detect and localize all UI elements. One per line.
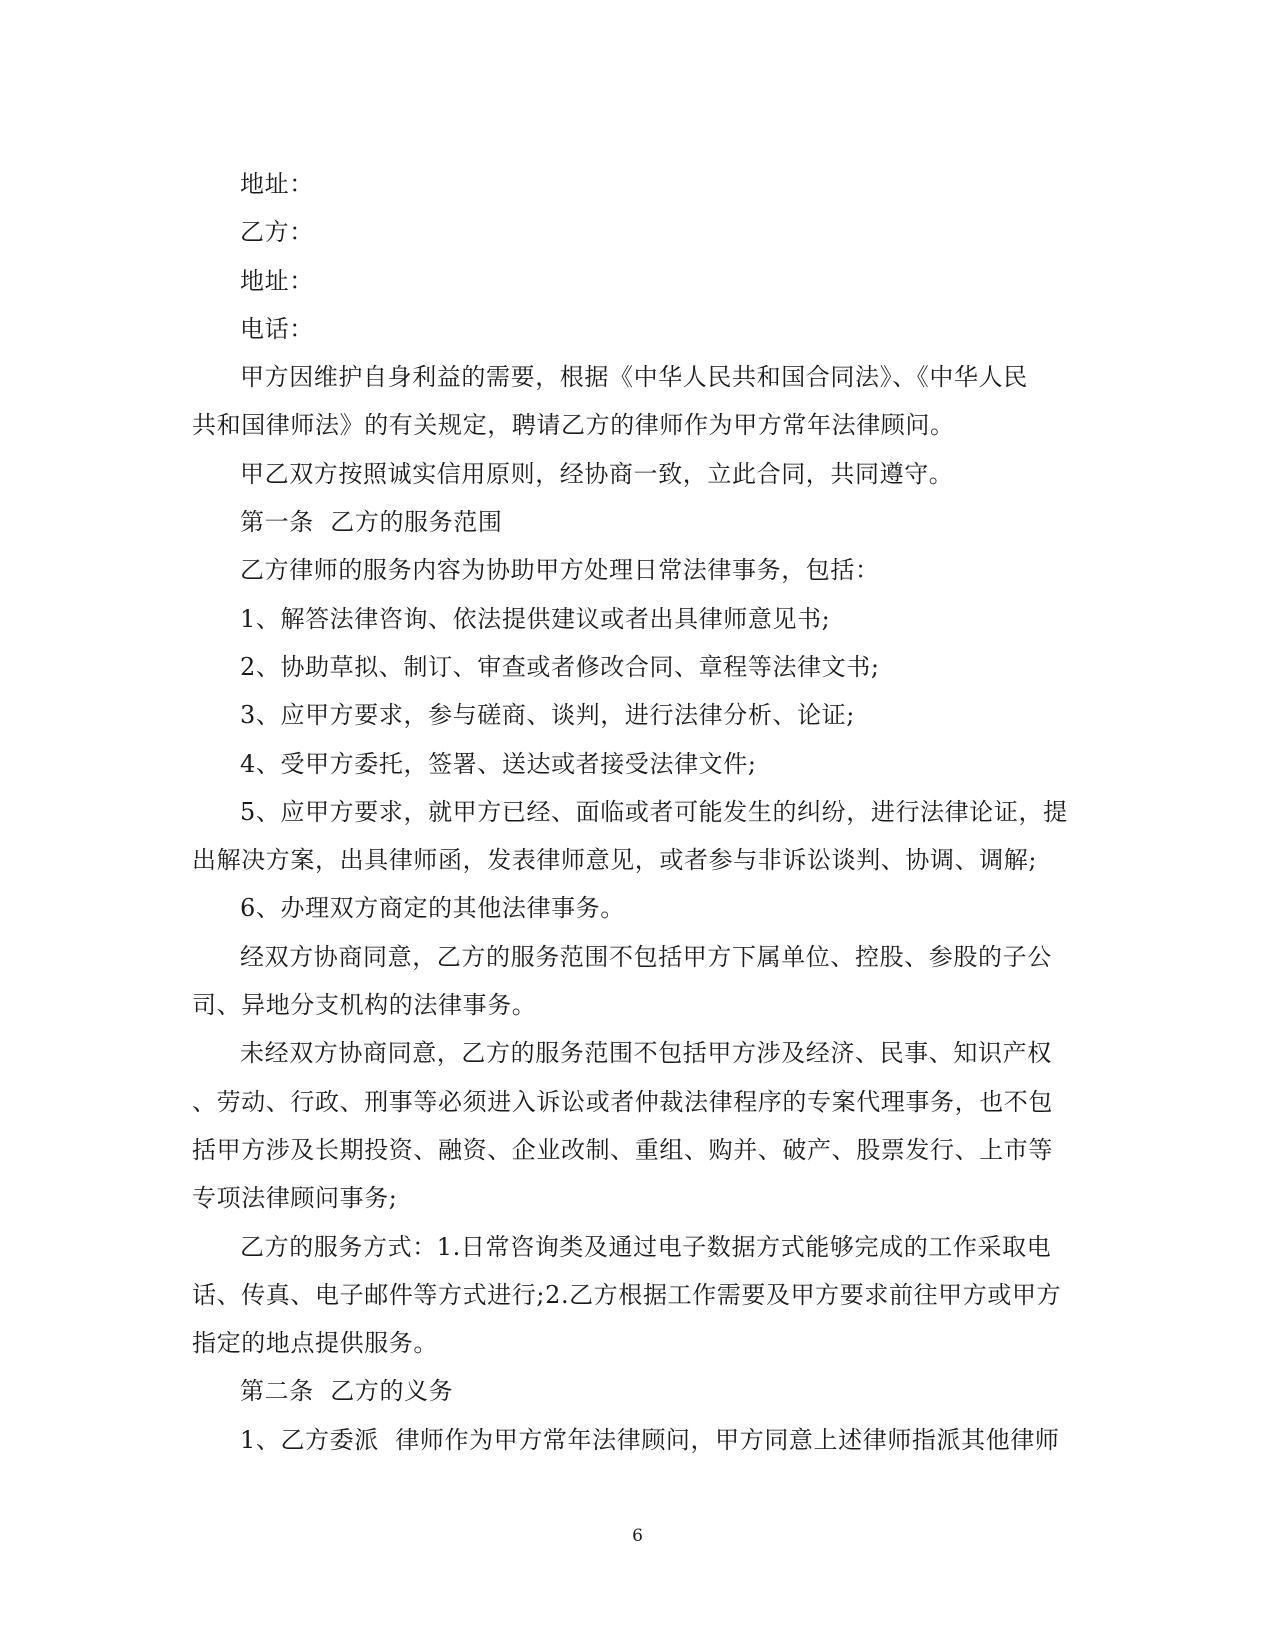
text-line: 指定的地点提供服务。: [192, 1329, 438, 1358]
text-line: 括甲方涉及长期投资、融资、企业改制、重组、购并、破产、股票发行、上市等: [192, 1135, 1053, 1164]
text-line: 出解决方案，出具律师函，发表律师意见，或者参与非诉讼谈判、协调、调解;: [192, 846, 1038, 875]
section-heading: 第二条 乙方的义务: [240, 1377, 454, 1406]
list-item: 2、协助草拟、制订、审查或者修改合同、章程等法律文书;: [240, 652, 880, 681]
text-line: 乙方律师的服务内容为协助甲方处理日常法律事务，包括：: [240, 556, 880, 585]
text-line: 共和国律师法》的有关规定，聘请乙方的律师作为甲方常年法律顾问。: [192, 411, 955, 440]
text-line: 甲乙双方按照诚实信用原则，经协商一致，立此合同，共同遵守。: [240, 459, 954, 488]
text-line: 地址：: [240, 266, 314, 295]
text-line: 地址：: [240, 170, 314, 198]
text-line: 司、异地分支机构的法律事务。: [192, 991, 537, 1020]
list-item: 6、办理双方商定的其他法律事务。: [240, 894, 625, 923]
list-item: 5、应甲方要求，就甲方已经、面临或者可能发生的纠纷，进行法律论证，提: [240, 797, 1068, 826]
list-item: 3、应甲方要求，参与磋商、谈判，进行法律分析、论证;: [240, 701, 855, 730]
text-line: 、劳动、行政、刑事等必须进入诉讼或者仲裁法律程序的专案代理事务，也不包: [192, 1087, 1053, 1116]
text-line: 电话：: [240, 314, 314, 343]
text-line: 经双方协商同意，乙方的服务范围不包括甲方下属单位、控股、参股的子公: [240, 942, 1052, 971]
list-item: 4、受甲方委托，签署、送达或者接受法律文件;: [240, 749, 757, 778]
text-line: 1、乙方委派 律师作为甲方常年法律顾问，甲方同意上述律师指派其他律师: [240, 1425, 1060, 1454]
text-line: 甲方因维护自身利益的需要，根据《中华人民共和国合同法》、《中华人民: [240, 363, 1028, 392]
text-line: 乙方的服务方式：1.日常咨询类及通过电子数据方式能够完成的工作采取电: [240, 1232, 1052, 1261]
text-line: 专项法律顾问事务;: [192, 1184, 398, 1213]
section-heading: 第一条 乙方的服务范围: [240, 508, 503, 537]
page-number: 6: [632, 1526, 643, 1546]
text-line: 未经双方协商同意，乙方的服务范围不包括甲方涉及经济、民事、知识产权: [240, 1039, 1052, 1068]
text-line: 话、传真、电子邮件等方式进行;2.乙方根据工作需要及甲方要求前往甲方或甲方: [192, 1280, 1062, 1309]
list-item: 1、解答法律咨询、依法提供建议或者出具律师意见书;: [240, 604, 831, 633]
document-body: [192, 160, 1072, 1464]
text-line: 乙方：: [240, 218, 314, 247]
